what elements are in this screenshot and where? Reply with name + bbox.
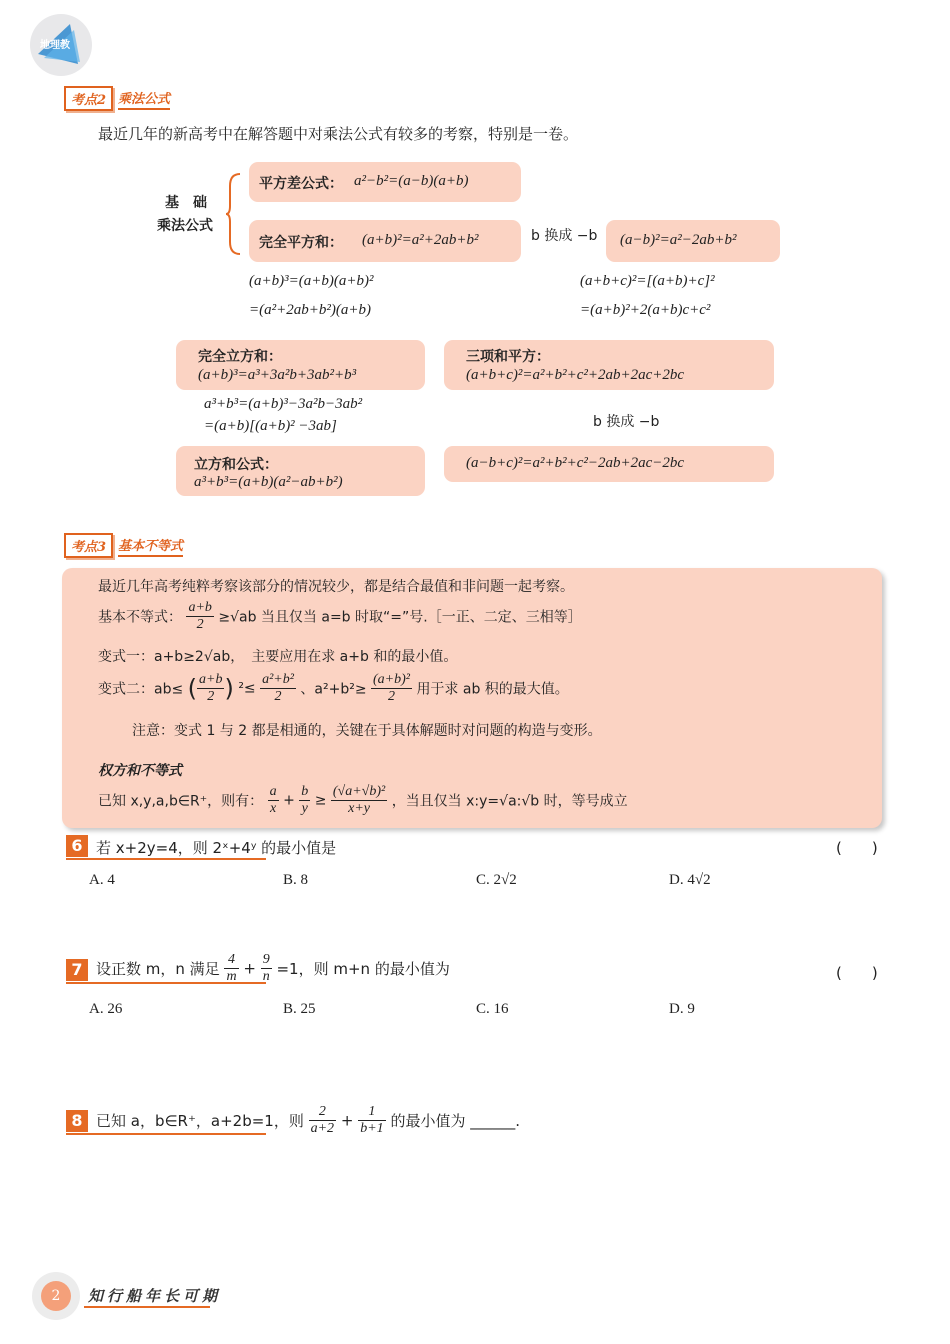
ineq-basic-label: 基本不等式： <box>98 609 182 626</box>
section3-tag-title: 基本不等式 <box>118 535 183 557</box>
ineq-var2-frac2 <box>260 672 296 705</box>
box-square-diff <box>249 162 521 202</box>
q6-stem: 若 x+2y=4，则 2ˣ+4ʸ 的最小值是 <box>96 839 337 857</box>
q7-option-c[interactable]: C. 16 <box>476 1001 509 1017</box>
ineq-weighted-end: ，当且仅当 x:y=√a:√b 时，等号成立 <box>391 793 628 810</box>
brace-icon <box>226 172 242 256</box>
ineq-w-frac2-den: y <box>301 801 308 816</box>
ineq-w-frac1 <box>268 784 279 817</box>
q6-option-d[interactable]: D. 4√2 <box>669 872 711 888</box>
box-square-diff2 <box>606 220 780 262</box>
ineq-w-frac1-num: a <box>269 784 277 799</box>
ineq-w-frac2-num: b <box>301 784 309 799</box>
box-square-sum <box>249 220 521 262</box>
page-number-badge <box>32 1272 80 1320</box>
ineq-var2-frac2-num: a²+b² <box>262 672 294 687</box>
ineq-var2-frac1-num: a+b <box>199 672 223 687</box>
ineq-var2-frac3-num: (a+b)² <box>373 672 410 687</box>
ineq-var2-mid2: 、a²+b²≥ <box>300 681 367 698</box>
replace-note-2: b 换成 −b <box>593 414 660 430</box>
q7-frac1-den: m <box>226 969 237 984</box>
box-tri-square <box>444 340 774 390</box>
q8-frac2-den: b+1 <box>360 1121 384 1136</box>
q7-frac2 <box>261 952 272 985</box>
q6-paren: ( ) <box>836 839 878 857</box>
q8-frac1-den: a+2 <box>310 1121 335 1136</box>
ineq-weighted-row: 已知 x,y,a,b∈R⁺，则有： $\frac{a}{x}$ + $\frac{b}{y}$ ≥ $\frac{\text{(√a+√b)²}}{x+y}$ ，当且仅当 x:y=√a:√b 时，等号成立 <box>98 784 628 816</box>
q8-frac1 <box>309 1104 336 1137</box>
ineq-weighted-title: 权方和不等式 <box>98 763 182 779</box>
ineq-w-frac3-den: x+y <box>348 801 370 816</box>
box-cubesum <box>176 446 425 496</box>
ineq-line1: 最近几年高考纯粹考察该部分的情况较少，都是结合最值和非问题一起考察。 <box>98 579 574 595</box>
q7-frac2-num: 9 <box>262 952 270 967</box>
box-square-diff-formula: a²−b²=(a−b)(a+b) <box>354 173 469 189</box>
ineq-var2-frac1 <box>197 672 224 705</box>
q8-frac1-num: 2 <box>309 1104 336 1121</box>
ineq-var2-row: 变式二：ab≤ ( $\frac{a+b}{2}$ ) ²≤ $\frac{\text{a²+b²}}{2}$ 、a²+b²≥ $\frac{\text{(a+b)²}}{2}$ 用于求 ab 积的最大值。 <box>98 672 569 704</box>
box-cube-sum-formula: (a+b)³=a³+3a²b+3ab²+b³ <box>198 367 357 383</box>
ineq-var2-frac3-den: 2 <box>388 689 395 704</box>
ineq-var1: 变式一：a+b≥2√ab， 主要应用在求 a+b 和的最小值。 <box>98 649 458 665</box>
q8-stem-a: 已知 a，b∈R⁺，a+2b=1，则 <box>96 1112 304 1130</box>
q8-stem <box>96 1104 520 1137</box>
q8-frac2 <box>358 1104 385 1137</box>
section3-tag <box>64 533 183 558</box>
q7-plus: + <box>243 959 256 978</box>
q7-option-d[interactable]: D. 9 <box>669 1001 695 1017</box>
cube-expand-2: =(a²+2ab+b²)(a+b) <box>249 302 371 318</box>
q6-option-b[interactable]: B. 8 <box>283 872 309 888</box>
box-cube-sum-head: 完全立方和： <box>198 349 282 365</box>
inequality-box <box>62 568 882 828</box>
box-square-sum-formula: (a+b)²=a²+2ab+b² <box>362 232 479 248</box>
q6-underline <box>66 858 266 860</box>
box-tri-square-formula: (a+b+c)²=a²+b²+c²+2ab+2ac+2bc <box>466 367 685 383</box>
box-cube-sum <box>176 340 425 390</box>
cube-expand-1: (a+b)³=(a+b)(a+b)² <box>249 273 374 289</box>
ineq-var2-frac3 <box>371 672 412 705</box>
q7-frac1 <box>224 952 238 985</box>
q7-frac2-den: n <box>262 969 270 984</box>
section2-tag <box>64 86 170 111</box>
base-label-line2: 乘法公式 <box>157 218 213 234</box>
q6-option-c[interactable]: C. 2√2 <box>476 872 517 888</box>
q6-number: 6 <box>66 835 88 857</box>
page-number-inner: 2 <box>41 1281 71 1311</box>
q7-stem-b: =1，则 m+n 的最小值为 <box>276 960 450 978</box>
box-square-diff2-formula: (a−b)²=a²−2ab+b² <box>620 232 737 248</box>
ineq-w-frac3 <box>331 784 387 817</box>
q6-option-a[interactable]: A. 4 <box>89 872 115 888</box>
q7-stem <box>96 952 450 985</box>
ineq-basic-row <box>98 600 582 633</box>
q8-frac2-num: 1 <box>358 1104 385 1121</box>
ineq-var2-frac1-den: 2 <box>207 689 215 704</box>
ineq-basic-rest: ≥√ab 当且仅当 a=b 时取“=”号.［一正、二定、三相等］ <box>218 609 582 626</box>
box-tri-square2-formula: (a−b+c)²=a²+b²+c²−2ab+2ac−2bc <box>466 455 685 471</box>
ineq-var2-end: 用于求 ab 积的最大值。 <box>416 681 569 698</box>
q8-stem-b: 的最小值为 ______. <box>390 1112 520 1130</box>
cubesum-expand-1: a³+b³=(a+b)³−3a²b−3ab² <box>204 396 363 412</box>
q8-plus: + <box>340 1111 354 1130</box>
section2-tag-label: 考点2 <box>64 86 113 111</box>
ineq-basic-frac-den: 2 <box>196 617 204 632</box>
box-tri-square-head: 三项和平方： <box>466 349 550 365</box>
tri-expand-2: =(a+b)²+2(a+b)c+c² <box>580 302 711 318</box>
box-square-diff-head: 平方差公式： <box>259 176 343 192</box>
ineq-basic-frac-num: a+b <box>188 600 212 615</box>
box-cubesum-formula: a³+b³=(a+b)(a²−ab+b²) <box>194 474 343 490</box>
logo-text: 地理教 <box>40 40 70 51</box>
ineq-weighted-label: 已知 x,y,a,b∈R⁺，则有： <box>98 793 264 810</box>
logo <box>30 14 92 76</box>
section3-tag-label: 考点3 <box>64 533 113 558</box>
footer-line <box>84 1306 210 1308</box>
ineq-w-frac1-den: x <box>270 801 277 816</box>
ineq-note: 注意：变式 1 与 2 都是相通的，关键在于具体解题时对问题的构造与变形。 <box>132 723 602 739</box>
q7-option-a[interactable]: A. 26 <box>89 1001 123 1017</box>
ineq-var2-frac2-den: 2 <box>274 689 282 704</box>
ineq-w-frac2 <box>299 784 310 817</box>
ineq-basic-frac <box>186 600 213 633</box>
box-square-sum-head: 完全平方和： <box>259 235 343 251</box>
footer-slogan: 知行船年长可期 <box>88 1287 222 1305</box>
q7-option-b[interactable]: B. 25 <box>283 1001 316 1017</box>
ineq-w-frac3-num: (√a+√b)² <box>332 784 386 799</box>
q7-number: 7 <box>66 959 88 981</box>
section2-tag-title: 乘法公式 <box>118 88 170 110</box>
ineq-var2-mid: ²≤ <box>238 680 256 697</box>
box-tri-square2 <box>444 446 774 482</box>
ineq-var2-label: 变式二：ab≤ <box>98 681 184 698</box>
cubesum-expand-2: =(a+b)[(a+b)² −3ab] <box>204 418 337 434</box>
tri-expand-1: (a+b+c)²=[(a+b)+c]² <box>580 273 715 289</box>
base-label-line1: 基 础 <box>165 195 207 211</box>
q7-frac1-num: 4 <box>224 952 238 969</box>
section2-intro: 最近几年的新高考中在解答题中对乘法公式有较多的考察，特别是一卷。 <box>98 125 579 143</box>
q7-paren: ( ) <box>836 964 878 982</box>
replace-note-1: b 换成 −b <box>531 228 598 244</box>
q7-stem-a: 设正数 m，n 满足 <box>96 960 220 978</box>
box-cubesum-head: 立方和公式： <box>194 457 278 473</box>
q8-number: 8 <box>66 1110 88 1132</box>
